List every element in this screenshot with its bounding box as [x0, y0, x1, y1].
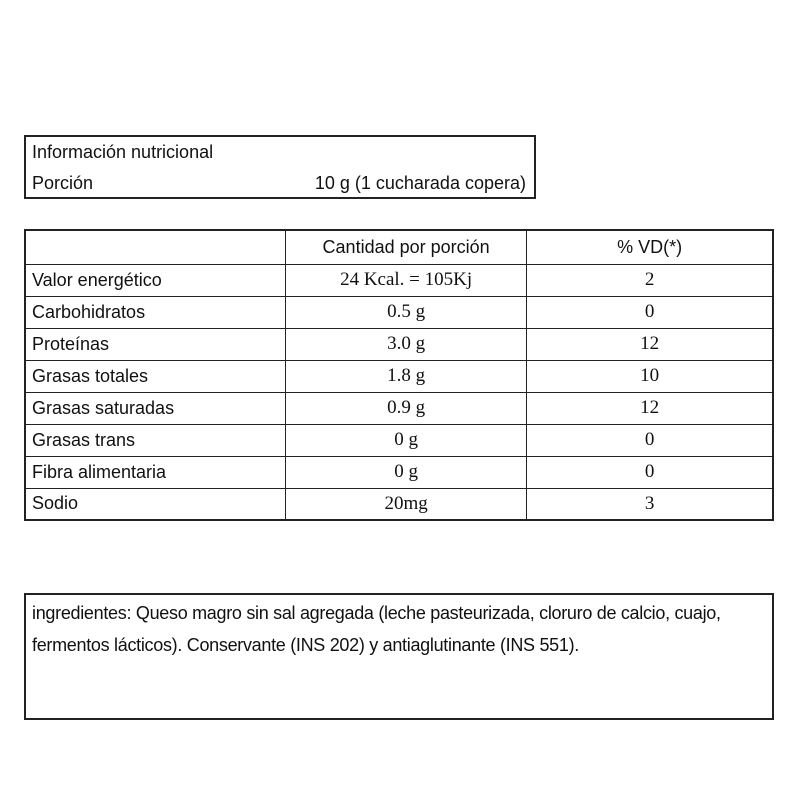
nutrient-name: Grasas saturadas — [25, 392, 285, 424]
nutrient-name: Proteínas — [25, 328, 285, 360]
nutrient-amount: 1.8 g — [285, 360, 526, 392]
table-row — [25, 360, 773, 392]
nutrient-amount: 24 Kcal. = 105Kj — [285, 264, 526, 296]
nutrient-name: Fibra alimentaria — [25, 456, 285, 488]
nutrient-vd: 10 — [527, 360, 773, 392]
nutrient-vd: 12 — [527, 328, 773, 360]
table-row — [25, 424, 773, 456]
nutrient-amount: 20mg — [285, 488, 526, 520]
nutrient-name: Grasas trans — [25, 424, 285, 456]
nutrient-vd: 0 — [527, 424, 773, 456]
nutrient-vd: 2 — [527, 264, 773, 296]
nutrient-vd: 0 — [527, 456, 773, 488]
table-row — [25, 392, 773, 424]
nutrient-amount: 3.0 g — [285, 328, 526, 360]
table-row — [25, 328, 773, 360]
header-vd: % VD(*) — [527, 230, 773, 264]
nutrient-amount: 0 g — [285, 456, 526, 488]
nutrient-amount: 0 g — [285, 424, 526, 456]
nutrient-vd: 0 — [527, 296, 773, 328]
nutrient-vd: 12 — [527, 392, 773, 424]
nutrient-name: Sodio — [25, 488, 285, 520]
header-amount: Cantidad por porción — [285, 230, 526, 264]
nutrition-table — [24, 229, 774, 521]
table-header-row — [25, 230, 773, 264]
table-row — [25, 488, 773, 520]
nutrient-name: Valor energético — [25, 264, 285, 296]
ingredients-box: ingredientes: Queso magro sin sal agregada (leche pasteurizada, cloruro de calcio, cuajo, fermentos lácticos). Conservante (INS 202) y antiaglutinante (INS 551). — [24, 593, 774, 720]
portion-label: Porción — [32, 173, 94, 193]
nutrient-name: Grasas totales — [25, 360, 285, 392]
info-title: Información nutricional — [32, 142, 214, 162]
nutrient-vd: 3 — [527, 488, 773, 520]
table-row — [25, 456, 773, 488]
header-nutrient — [25, 230, 285, 264]
nutrient-name: Carbohidratos — [25, 296, 285, 328]
table-row — [25, 296, 773, 328]
nutrition-info-box — [24, 135, 536, 199]
portion-value: 10 g (1 cucharada copera) — [314, 173, 526, 193]
nutrient-amount: 0.9 g — [285, 392, 526, 424]
table-row — [25, 264, 773, 296]
nutrient-amount: 0.5 g — [285, 296, 526, 328]
